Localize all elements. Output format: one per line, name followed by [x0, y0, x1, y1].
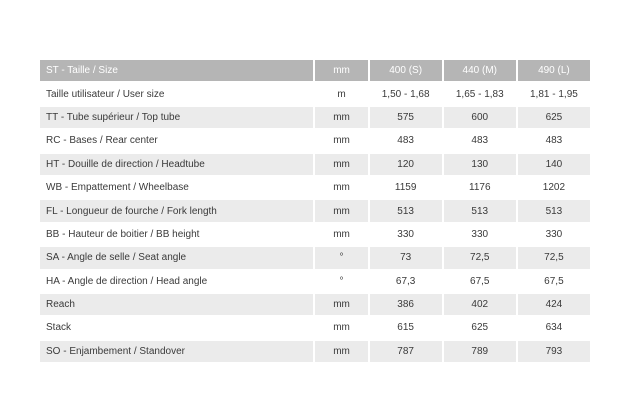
row-headtube [40, 154, 590, 175]
header-row [40, 60, 590, 81]
row-label: HT - Douille de direction / Headtube [40, 154, 313, 175]
row-value-size-s: 513 [368, 200, 442, 221]
row-unit: ° [313, 271, 367, 292]
row-value-size-m: 789 [442, 341, 516, 362]
row-label: Taille utilisateur / User size [40, 83, 313, 104]
row-value-size-m: 72,5 [442, 247, 516, 268]
row-value-size-s: 483 [368, 130, 442, 151]
row-label: SO - Enjambement / Standover [40, 341, 313, 362]
row-stack [40, 317, 590, 338]
row-unit: m [313, 83, 367, 104]
row-value-size-m: 513 [442, 200, 516, 221]
row-label: HA - Angle de direction / Head angle [40, 271, 313, 292]
row-value-size-l: 140 [516, 154, 590, 175]
row-user-size [40, 83, 590, 104]
row-value-size-l: 625 [516, 107, 590, 128]
row-value-size-m: 402 [442, 294, 516, 315]
row-value-size-s: 787 [368, 341, 442, 362]
row-value-size-s: 386 [368, 294, 442, 315]
geometry-table [40, 58, 590, 364]
row-label: FL - Longueur de fourche / Fork length [40, 200, 313, 221]
row-value-size-m: 483 [442, 130, 516, 151]
row-bb-height [40, 224, 590, 245]
row-unit: mm [313, 130, 367, 151]
row-value-size-l: 424 [516, 294, 590, 315]
row-value-size-l: 67,5 [516, 271, 590, 292]
row-label: RC - Bases / Rear center [40, 130, 313, 151]
row-value-size-m: 625 [442, 317, 516, 338]
header-label: ST - Taille / Size [40, 60, 313, 81]
row-value-size-s: 67,3 [368, 271, 442, 292]
row-reach [40, 294, 590, 315]
row-unit: ° [313, 247, 367, 268]
row-top-tube [40, 107, 590, 128]
row-value-size-l: 72,5 [516, 247, 590, 268]
row-unit: mm [313, 224, 367, 245]
row-value-size-s: 1,50 - 1,68 [368, 83, 442, 104]
row-value-size-s: 615 [368, 317, 442, 338]
header-unit: mm [313, 60, 367, 81]
row-unit: mm [313, 294, 367, 315]
row-unit: mm [313, 107, 367, 128]
row-label: BB - Hauteur de boitier / BB height [40, 224, 313, 245]
row-value-size-l: 634 [516, 317, 590, 338]
row-value-size-l: 793 [516, 341, 590, 362]
row-head-angle [40, 271, 590, 292]
row-value-size-l: 1202 [516, 177, 590, 198]
row-rear-center [40, 130, 590, 151]
row-value-size-s: 1159 [368, 177, 442, 198]
header-size-m: 440 (M) [442, 60, 516, 81]
row-value-size-l: 483 [516, 130, 590, 151]
row-fork-length [40, 200, 590, 221]
row-label: Stack [40, 317, 313, 338]
header-size-l: 490 (L) [516, 60, 590, 81]
row-value-size-l: 513 [516, 200, 590, 221]
row-unit: mm [313, 177, 367, 198]
row-value-size-m: 330 [442, 224, 516, 245]
row-value-size-m: 1,65 - 1,83 [442, 83, 516, 104]
row-value-size-l: 330 [516, 224, 590, 245]
row-value-size-s: 73 [368, 247, 442, 268]
table-header [40, 60, 590, 81]
row-unit: mm [313, 200, 367, 221]
row-value-size-s: 575 [368, 107, 442, 128]
row-value-size-s: 330 [368, 224, 442, 245]
row-value-size-l: 1,81 - 1,95 [516, 83, 590, 104]
row-value-size-m: 600 [442, 107, 516, 128]
row-label: TT - Tube supérieur / Top tube [40, 107, 313, 128]
row-label: WB - Empattement / Wheelbase [40, 177, 313, 198]
row-value-size-m: 1176 [442, 177, 516, 198]
row-value-size-m: 67,5 [442, 271, 516, 292]
row-value-size-s: 120 [368, 154, 442, 175]
row-standover [40, 341, 590, 362]
header-size-s: 400 (S) [368, 60, 442, 81]
row-value-size-m: 130 [442, 154, 516, 175]
row-seat-angle [40, 247, 590, 268]
row-label: SA - Angle de selle / Seat angle [40, 247, 313, 268]
row-label: Reach [40, 294, 313, 315]
row-unit: mm [313, 317, 367, 338]
row-unit: mm [313, 341, 367, 362]
table-body [40, 83, 590, 362]
row-unit: mm [313, 154, 367, 175]
row-wheelbase [40, 177, 590, 198]
